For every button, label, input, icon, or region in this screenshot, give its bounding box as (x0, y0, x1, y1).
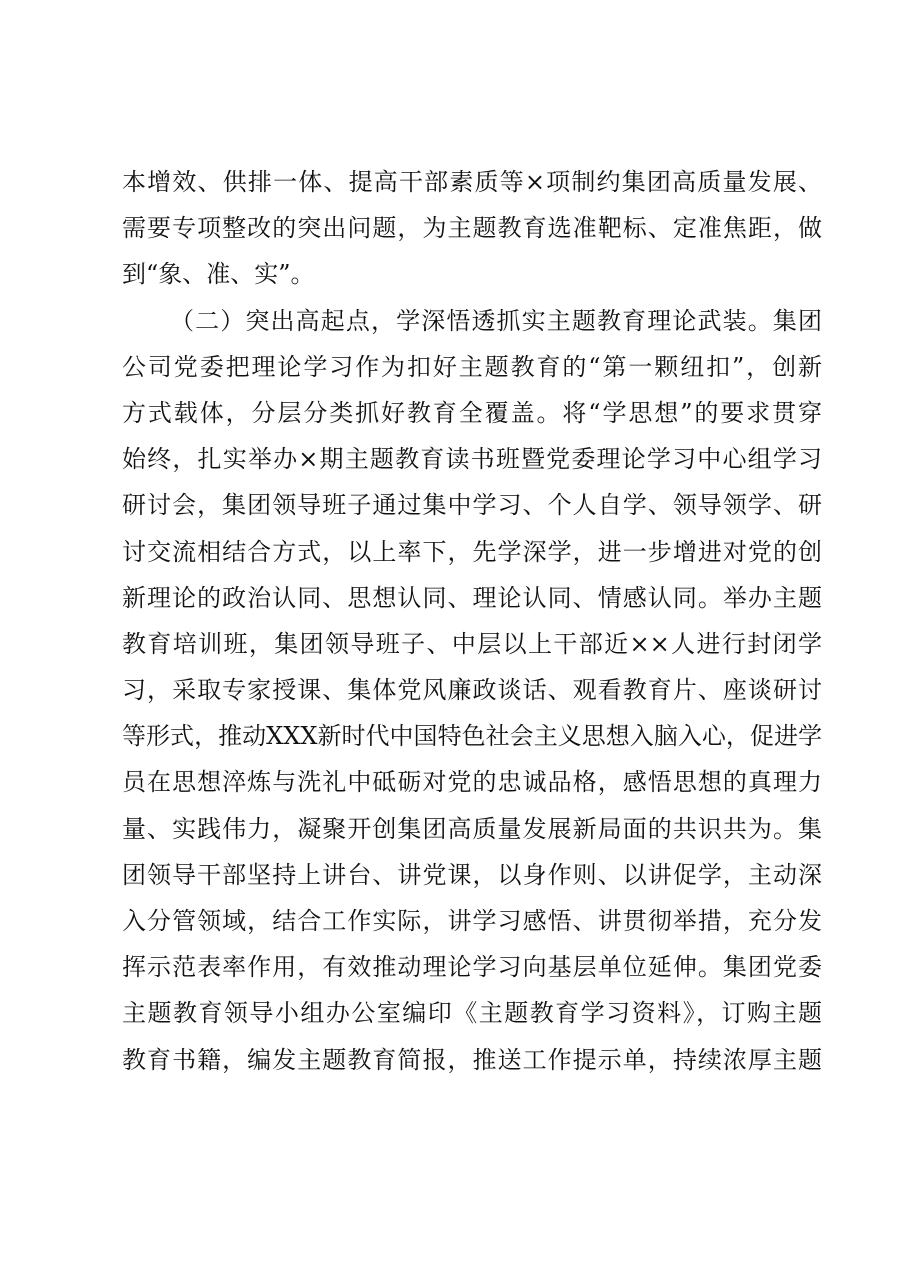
text-line: 需要专项整改的突出问题，为主题教育选准靶标、定准焦距，做 (122, 214, 822, 243)
text-line: 本增效、供排一体、提高干部素质等×项制约集团高质量发展、 (122, 168, 822, 196)
text-line: 新理论的政治认同、思想认同、理论认同、情感认同。举办主题 (122, 583, 822, 612)
text-line: 方式载体，分层分类抓好教育全覆盖。将“学思想”的要求贯穿 (122, 398, 822, 427)
text-line: 挥示范表率作用，有效推动理论学习向基层单位延伸。集团党委 (122, 953, 822, 982)
text-line: 员在思想淬炼与洗礼中砥砺对党的忠诚品格，感悟思想的真理力 (122, 768, 822, 797)
text-line: 讨交流相结合方式，以上率下，先学深学，进一步增进对党的创 (122, 537, 822, 566)
text-line: 到“象、准、实”。 (122, 260, 315, 289)
text-line: 团领导干部坚持上讲台、讲党课，以身作则、以讲促学，主动深 (122, 860, 822, 889)
text-line: 教育培训班，集团领导班子、中层以上干部近××人进行封闭学 (122, 629, 822, 658)
text-line: 主题教育领导小组办公室编印《主题教育学习资料》，订购主题 (122, 999, 822, 1028)
text-line: 等形式，推动XXX新时代中国特色社会主义思想入脑入心，促进学 (122, 722, 822, 751)
text-line: 始终，扎实举办×期主题教育读书班暨党委理论学习中心组学习 (122, 445, 822, 474)
body-text (122, 159, 822, 1083)
text-line: 公司党委把理论学习作为扣好主题教育的“第一颗纽扣”，创新 (122, 352, 822, 381)
section-heading-line: （二）突出高起点，学深悟透抓实主题教育理论武装。集团 (170, 306, 822, 335)
text-line: 研讨会，集团领导班子通过集中学习、个人自学、领导领学、研 (122, 491, 822, 520)
text-line: 入分管领域，结合工作实际，讲学习感悟、讲贯彻举措，充分发 (122, 907, 822, 935)
text-line: 量、实践伟力，凝聚开创集团高质量发展新局面的共识共为。集 (122, 814, 822, 843)
text-line: 习，采取专家授课、集体党风廉政谈话、观看教育片、座谈研讨 (122, 676, 822, 705)
text-line: 教育书籍，编发主题教育简报，推送工作提示单，持续浓厚主题 (122, 1045, 822, 1074)
